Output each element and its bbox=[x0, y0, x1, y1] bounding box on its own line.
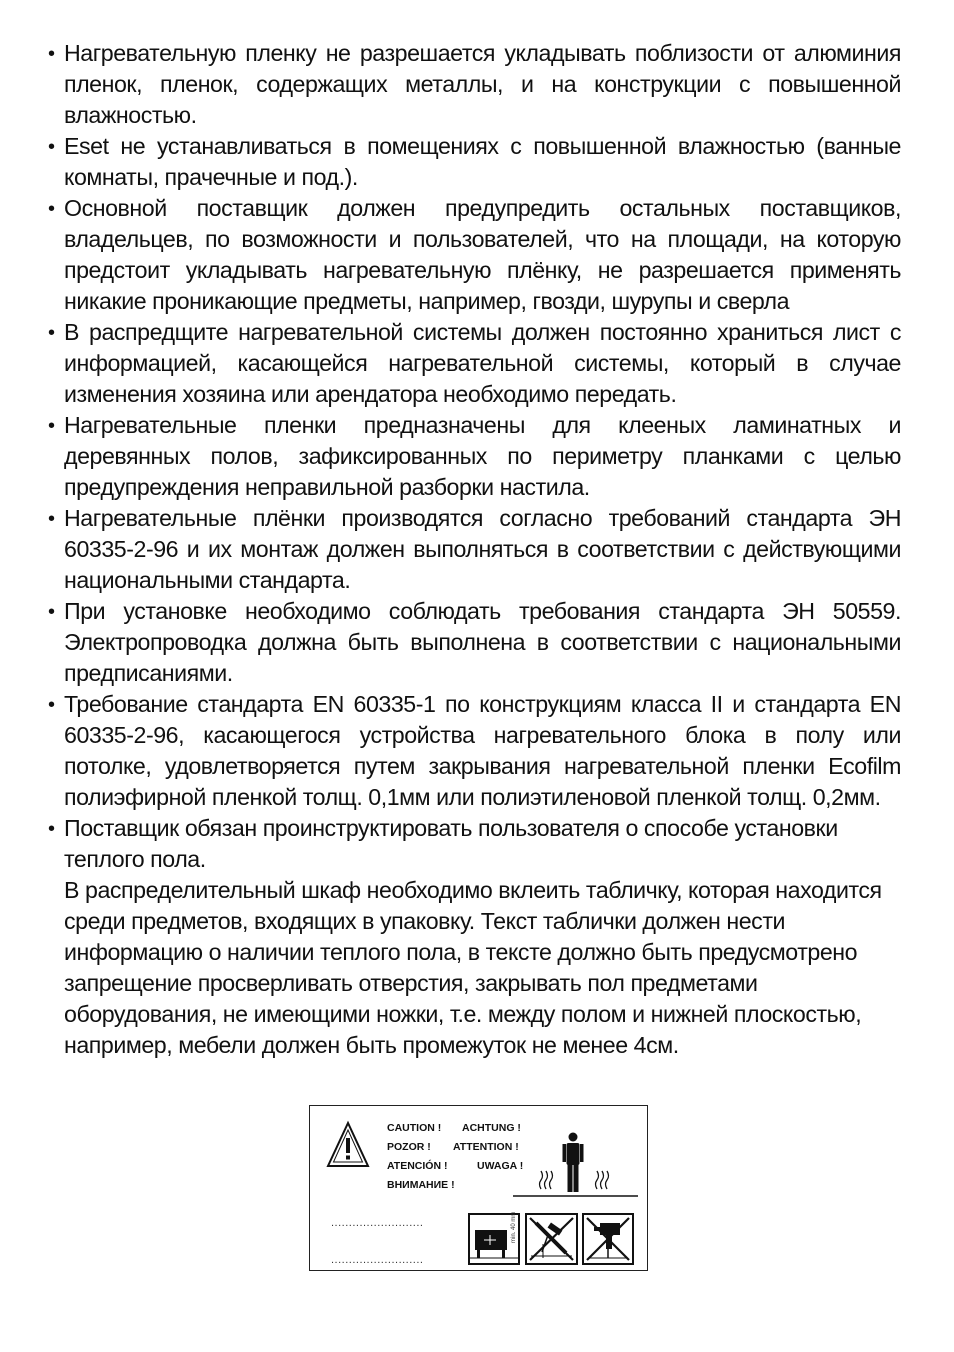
list-item-text: В распредщите нагревательной системы должен постоянно храниться лист с информацией, касающейся нагревательной системы, который в случае изменения хозяина или арендатора необходимо передать. bbox=[64, 319, 901, 407]
list-item-text: При установке необходимо соблюдать требования стандарта ЭН 50559. Электропроводка должна быть выполнена в соответствии с национальными предписаниями. bbox=[64, 598, 901, 686]
warning-text-vnimanie: ВНИМАНИЕ ! bbox=[387, 1179, 455, 1191]
list-item-text: Нагревательные пленки предназначены для клееных ламинатных и деревянных полов, зафиксированных по периметру планками с целью предупреждения неправильной разборки настила. bbox=[64, 412, 901, 500]
list-item bbox=[48, 131, 901, 193]
list-item-text: Нагревательные плёнки производятся согласно требований стандарта ЭН 60335-2-96 и их монтаж должен выполняться в соответствии с действующими национальными стандарта. bbox=[64, 505, 901, 593]
list-item bbox=[48, 193, 901, 317]
list-item bbox=[48, 503, 901, 596]
list-item-text: Поставщик обязан проинструктировать пользователя о способе установки теплого пола. bbox=[64, 815, 838, 872]
warning-label bbox=[309, 1105, 648, 1271]
warning-text-achtung: ACHTUNG ! bbox=[462, 1122, 521, 1134]
list-item bbox=[48, 813, 901, 875]
list-item bbox=[48, 596, 901, 689]
bullet: • bbox=[48, 818, 55, 840]
no-drill-icon bbox=[583, 1214, 633, 1264]
blank-line: .......................... bbox=[331, 1217, 424, 1229]
bullet: • bbox=[48, 415, 55, 437]
bullet: • bbox=[48, 43, 55, 65]
no-nail-icon bbox=[526, 1214, 577, 1264]
furniture-clearance-note: min. 40 mm bbox=[511, 1211, 517, 1243]
warning-triangle-icon bbox=[328, 1123, 368, 1166]
warning-text-attention: ATTENTION ! bbox=[453, 1141, 519, 1153]
instruction-list bbox=[48, 38, 901, 1061]
list-item bbox=[48, 689, 901, 813]
list-item-text: Требование стандарта EN 60335-1 по конструкциям класса II и стандарта EN 60335-2-96, касающегося устройства нагревательного блока в полу или потолке, удовлетворяется путем закрывания нагревательной пленки Ecofilm полиэфирной пленкой толщ. 0,1мм или полиэтиленовой пленкой толщ. 0,2мм. bbox=[64, 691, 901, 810]
final-paragraph: В распределительный шкаф необходимо вклеить табличку, которая находится среди предметов, входящих в упаковку. Текст таблички должен нести информацию о наличии теплого пола, в тексте должно быть предусмотрено запрещение просверливать отверстия, закрывать пол предметами оборудования, не имеющими ножки, т.е. между полом и нижней плоскостью, например, мебели должен быть промежуток не менее 4см. bbox=[64, 877, 882, 1058]
blank-line: .......................... bbox=[331, 1254, 424, 1266]
bullet: • bbox=[48, 198, 55, 220]
bullet: • bbox=[48, 322, 55, 344]
list-item-text: Основной поставщик должен предупредить остальных поставщиков, владельцев, по возможности и пользователей, что на площади, на которую предстоит укладывать нагревательную плёнку, не разрешается применять никакие проникающие предметы, например, гвозди, шурупы и сверла bbox=[64, 195, 901, 314]
list-item bbox=[48, 317, 901, 410]
bullet: • bbox=[48, 136, 55, 158]
list-item-text: Eset не устанавливаться в помещениях с повышенной влажностью (ванные комнаты, прачечные и под.). bbox=[64, 133, 901, 190]
person-heat-icon bbox=[513, 1133, 638, 1197]
bullet: • bbox=[48, 601, 55, 623]
warning-text-pozor: POZOR ! bbox=[387, 1141, 431, 1153]
list-item bbox=[48, 410, 901, 503]
list-item-text: Нагревательную пленку не разрешается укладывать поблизости от алюминия пленок, пленок, содержащих металлы, и на конструкции с повышенной влажностью. bbox=[64, 40, 901, 128]
warning-text-atencion: ATENCIÓN ! bbox=[387, 1160, 448, 1172]
warning-text-uwaga: UWAGA ! bbox=[477, 1160, 524, 1172]
bullet: • bbox=[48, 508, 55, 530]
bullet: • bbox=[48, 694, 55, 716]
warning-text-caution: CAUTION ! bbox=[387, 1122, 442, 1134]
list-item bbox=[48, 38, 901, 131]
